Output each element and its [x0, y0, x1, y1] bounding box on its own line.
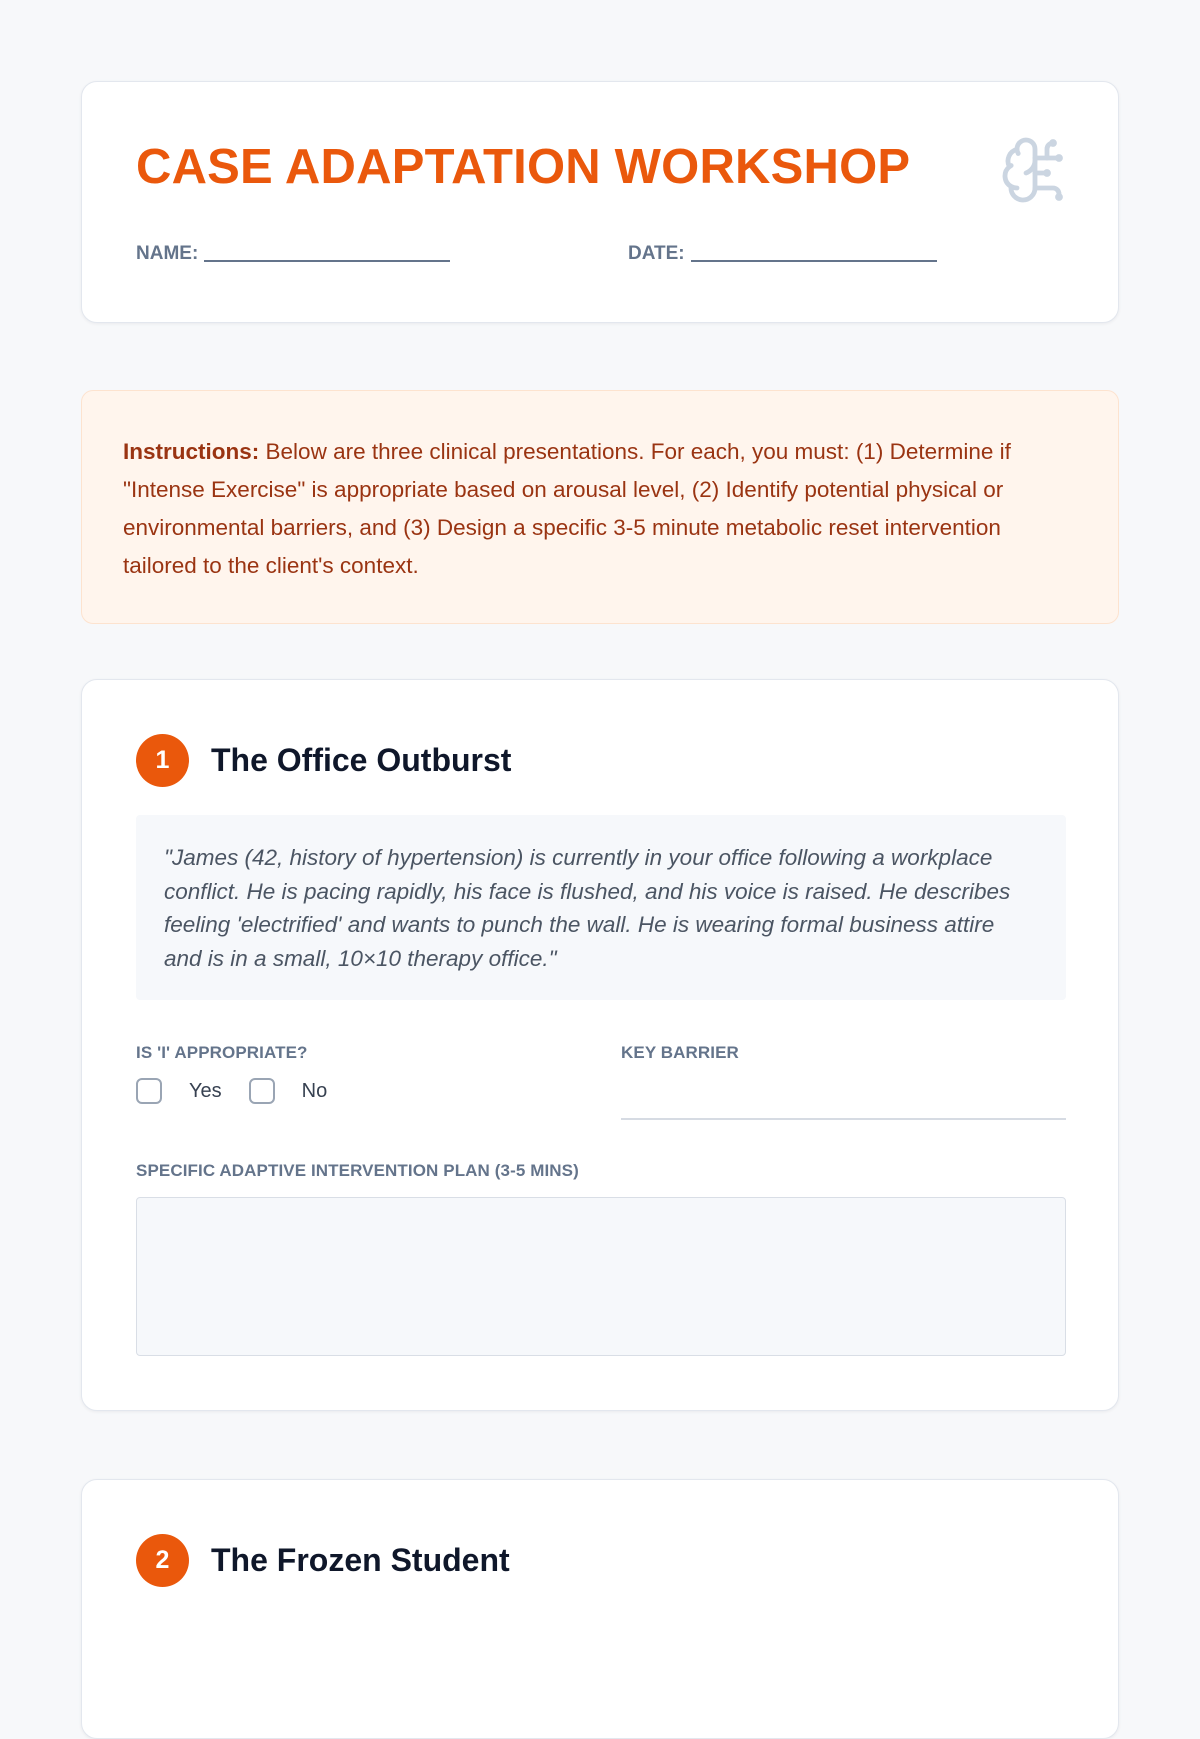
case-title: The Frozen Student: [211, 1542, 510, 1578]
page-title: CASE ADAPTATION WORKSHOP: [136, 140, 911, 194]
key-barrier-label: KEY BARRIER: [621, 1043, 739, 1062]
intervention-plan-label: SPECIFIC ADAPTIVE INTERVENTION PLAN (3-5 MINS): [136, 1161, 579, 1180]
no-checkbox[interactable]: [249, 1078, 275, 1104]
case-scenario: "James (42, history of hypertension) is currently in your office following a workplace conflict. He is pacing rapidly, his face is flushed, and his voice is raised. He describes feeling 'electrified' and wants to punch the wall. He is wearing formal business attire and is in a small, 10×10 therapy office.": [136, 815, 1066, 1000]
header-card: [81, 81, 1119, 323]
name-blank-line[interactable]: [204, 260, 450, 262]
yes-label: Yes: [189, 1079, 222, 1102]
case-card-1: [81, 679, 1119, 1411]
date-blank-line[interactable]: [691, 260, 937, 262]
case-header: [136, 734, 511, 787]
case-title: The Office Outburst: [211, 742, 512, 778]
key-barrier-input[interactable]: [621, 1118, 1066, 1120]
name-field[interactable]: [136, 243, 450, 265]
yes-checkbox[interactable]: [136, 1078, 162, 1104]
instructions-body: Below are three clinical presentations. For each, you must: (1) Determine if "Intense Exercise" is appropriate based on arousal level, (2) Identify potential physical or environmental barriers, and (3) Design a specific 3-5 minute metabolic reset intervention tailored to the client's context.: [123, 439, 1011, 578]
no-label: No: [301, 1079, 328, 1102]
date-label: DATE:: [628, 243, 685, 264]
date-field[interactable]: [628, 243, 937, 265]
appropriate-options: [136, 1078, 327, 1104]
case-header: [136, 1534, 510, 1587]
case-number-badge: 2: [136, 1534, 189, 1587]
instructions-lead: Instructions:: [123, 439, 260, 464]
appropriate-label: IS 'I' APPROPRIATE?: [136, 1043, 308, 1062]
intervention-plan-textarea[interactable]: [136, 1197, 1066, 1356]
instructions-box: [81, 390, 1119, 624]
name-label: NAME:: [136, 243, 199, 264]
case-card-2: [81, 1479, 1119, 1739]
case-number-badge: 1: [136, 734, 189, 787]
brain-icon: [999, 134, 1071, 206]
